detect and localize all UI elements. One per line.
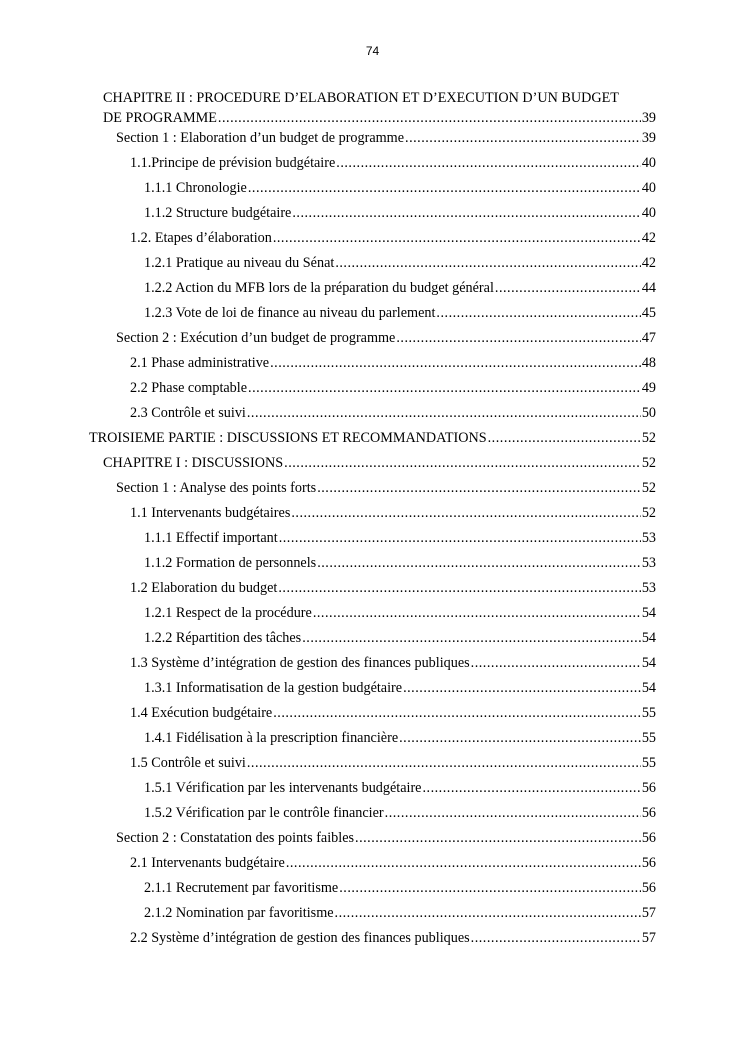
toc-entry[interactable] [130,403,656,423]
toc-entry-page: 56 [641,780,656,796]
toc-entry[interactable] [144,678,656,698]
toc-entry[interactable] [144,528,656,548]
toc-leader-dots [403,678,641,698]
toc-entry-title: 1.2.3 Vote de loi de finance au niveau du parlement [144,305,436,321]
toc-entry-title: Section 1 : Elaboration d’un budget de programme [116,130,405,146]
toc-entry[interactable] [144,778,656,798]
toc-entry-title: 1.1.2 Structure budgétaire [144,205,292,221]
toc-entry-title: TROISIEME PARTIE : DISCUSSIONS ET RECOMMANDATIONS [89,430,487,446]
toc-entry[interactable] [144,203,656,223]
toc-leader-dots [471,928,641,948]
toc-entry-page: 55 [641,730,656,746]
toc-entry[interactable] [144,903,656,923]
toc-entry-page: 55 [641,755,656,771]
toc-leader-dots [471,653,641,673]
toc-entry-title: Section 2 : Exécution d’un budget de programme [116,330,396,346]
toc-entry-title: 2.1.1 Recrutement par favoritisme [144,880,339,896]
toc-entry-title-line2: DE PROGRAMME [103,110,217,126]
toc-leader-dots [396,328,640,348]
toc-leader-dots [317,553,641,573]
toc-entry-title: 1.5.1 Vérification par les intervenants budgétaire [144,780,422,796]
toc-entry-page: 52 [641,455,656,471]
toc-entry-title: 1.1.1 Effectif important [144,530,278,546]
toc-entry-page: 57 [641,930,656,946]
toc-entry-title: 1.3.1 Informatisation de la gestion budgétaire [144,680,403,696]
toc-leader-dots [355,828,641,848]
toc-entry-page: 54 [641,605,656,621]
toc-leader-dots [248,378,641,398]
toc-entry-title: Section 2 : Constatation des points faibles [116,830,355,846]
toc-entry-page: 42 [641,255,656,271]
toc-leader-dots [278,578,640,598]
toc-leader-dots [313,603,641,623]
toc-leader-dots [270,353,641,373]
toc-entry-title: 1.1.2 Formation de personnels [144,555,317,571]
toc-entry-page: 54 [641,630,656,646]
toc-entry-page: 48 [641,355,656,371]
toc-entry-page: 56 [641,880,656,896]
toc-entry[interactable] [130,578,656,598]
toc-entry[interactable] [130,153,656,173]
toc-entry-title: 1.2.2 Répartition des tâches [144,630,302,646]
toc-entry-title: CHAPITRE I : DISCUSSIONS [103,455,284,471]
toc-entry-page: 56 [641,830,656,846]
toc-entry[interactable] [144,178,656,198]
toc-entry-page: 52 [641,505,656,521]
toc-leader-dots [488,428,641,448]
toc-leader-dots [273,703,641,723]
toc-entry[interactable] [116,328,656,348]
toc-entry-page: 40 [641,205,656,221]
toc-entry-title: 1.4 Exécution budgétaire [130,705,273,721]
toc-entry-part[interactable] [89,428,656,448]
toc-entry-page: 53 [641,580,656,596]
toc-entry-page: 53 [641,555,656,571]
toc-entry[interactable] [130,653,656,673]
toc-entry[interactable] [116,828,656,848]
toc-entry-page: 52 [641,430,656,446]
toc-entry-page: 52 [641,480,656,496]
toc-entry-title: 1.2.1 Pratique au niveau du Sénat [144,255,335,271]
toc-entry-page: 56 [641,805,656,821]
toc-entry-title: 2.1 Intervenants budgétaire [130,855,285,871]
toc-leader-dots [286,853,641,873]
page-number: 74 [365,44,380,58]
toc-leader-dots [292,203,640,223]
toc-entry-title: 1.5 Contrôle et suivi [130,755,246,771]
toc-leader-dots [247,403,641,423]
toc-leader-dots [291,503,640,523]
toc-entry[interactable] [144,253,656,273]
toc-leader-dots [405,128,641,148]
toc-entry-page: 40 [641,180,656,196]
toc-entry[interactable] [144,303,656,323]
toc-entry[interactable] [130,378,656,398]
toc-entry-title: 1.5.2 Vérification par le contrôle financier [144,805,384,821]
toc-leader-dots [335,253,641,273]
toc-entry-page: 49 [641,380,656,396]
toc-entry-title: 1.1.Principe de prévision budgétaire [130,155,336,171]
toc-leader-dots [248,178,641,198]
toc-entry-page: 54 [641,655,656,671]
toc-entry[interactable] [130,353,656,373]
toc-entry[interactable] [130,853,656,873]
toc-entry-page: 44 [641,280,656,296]
toc-entry-title: 1.2.1 Respect de la procédure [144,605,312,621]
toc-leader-dots [284,453,641,473]
toc-leader-dots [339,878,641,898]
toc-entry-page: 50 [641,405,656,421]
toc-entry[interactable] [130,753,656,773]
toc-entry[interactable] [144,803,656,823]
toc-entry-title: 2.1.2 Nomination par favoritisme [144,905,334,921]
toc-entry-title: 1.1 Intervenants budgétaires [130,505,291,521]
toc-leader-dots [218,108,641,128]
toc-entry[interactable] [130,228,656,248]
toc-leader-dots [495,278,641,298]
toc-entry[interactable] [130,928,656,948]
toc-entry[interactable] [144,878,656,898]
toc-leader-dots [436,303,640,323]
toc-entry-page: 54 [641,680,656,696]
toc-entry[interactable] [144,603,656,623]
toc-entry-page: 55 [641,705,656,721]
toc-entry-page: 40 [641,155,656,171]
toc-entry-title: 2.2 Phase comptable [130,380,248,396]
toc-leader-dots [273,228,641,248]
toc-entry[interactable] [144,278,656,298]
toc-entry-page: 47 [641,330,656,346]
toc-entry-title: 1.3 Système d’intégration de gestion des finances publiques [130,655,470,671]
toc-entry-title: 1.2.2 Action du MFB lors de la préparation du budget général [144,280,494,296]
toc-entry-title: 1.2. Etapes d’élaboration [130,230,272,246]
toc-entry-title: 1.4.1 Fidélisation à la prescription financière [144,730,399,746]
toc-entry-page: 53 [641,530,656,546]
toc-entry[interactable] [144,728,656,748]
toc-entry[interactable] [144,553,656,573]
toc-leader-dots [399,728,641,748]
toc-entry-title: 2.1 Phase administrative [130,355,270,371]
toc-entry-page: 42 [641,230,656,246]
toc-leader-dots [302,628,641,648]
toc-leader-dots [385,803,641,823]
toc-leader-dots [335,903,641,923]
toc-entry-page: 39 [641,130,656,146]
toc-entry[interactable] [116,478,656,498]
toc-leader-dots [336,153,641,173]
toc-leader-dots [279,528,641,548]
toc-entry-title: 2.3 Contrôle et suivi [130,405,246,421]
toc-entry-page: 56 [641,855,656,871]
toc-leader-dots [422,778,640,798]
toc-entry[interactable] [130,703,656,723]
toc-entry-chapter[interactable] [103,453,656,473]
toc-entry-page: 39 [641,110,656,126]
toc-leader-dots [317,478,641,498]
toc-entry-title: 2.2 Système d’intégration de gestion des finances publiques [130,930,470,946]
toc-entry-title: 1.1.1 Chronologie [144,180,247,196]
toc-leader-dots [247,753,641,773]
toc-entry-title-line1: CHAPITRE II : PROCEDURE D’ELABORATION ET D’EXECUTION D’UN BUDGET [103,90,619,106]
toc-entry[interactable] [116,128,656,148]
toc-entry[interactable] [130,503,656,523]
toc-entry-title: Section 1 : Analyse des points forts [116,480,317,496]
toc-entry-chapter-ii[interactable] [103,88,656,128]
toc-entry-title: 1.2 Elaboration du budget [130,580,278,596]
toc-entry[interactable] [144,628,656,648]
toc-entry-page: 45 [641,305,656,321]
toc-entry-page: 57 [641,905,656,921]
